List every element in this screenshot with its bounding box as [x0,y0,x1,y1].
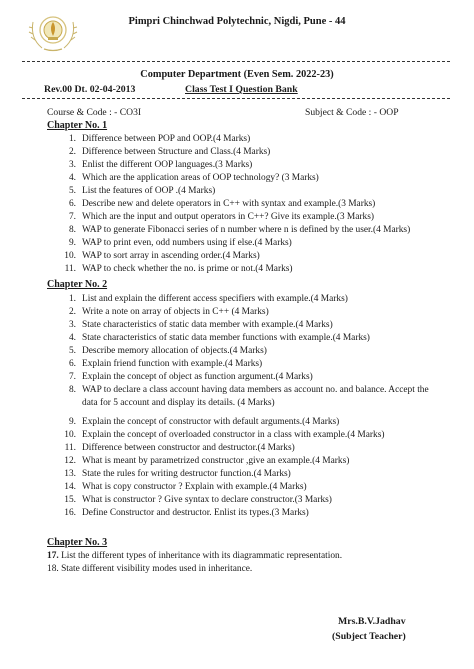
question-item: 6. Explain friend function with example.(4 Marks) [68,359,263,369]
question-item: 5. List the features of OOP .(4 Marks) [68,186,216,196]
question-item: 18. State different visibility modes used in inheritance. [47,564,253,574]
question-item: 1. Difference between POP and OOP.(4 Marks) [68,134,251,144]
question-item: 12. What is meant by parametrized constructor ,give an example.(4 Marks) [64,456,350,466]
question-item: 10. WAP to sort array in ascending order.(4 Marks) [64,251,260,261]
question-item: 9. WAP to print even, odd numbers using if else.(4 Marks) [68,238,292,248]
question-item: 14. What is copy constructor ? Explain with example.(4 Marks) [64,482,307,492]
question-item: 3. Enlist the different OOP languages.(3 Marks) [68,160,253,170]
revision-date: Rev.00 Dt. 02-04-2013 [44,84,136,95]
department-title: Computer Department (Even Sem. 2022-23) [140,69,334,80]
question-item: 9. Explain the concept of constructor with default arguments.(4 Marks) [68,417,340,427]
question-item: 10. Explain the concept of overloaded constructor in a class with example.(4 Marks) [64,430,385,440]
question-item: 2. Write a note on array of objects in C++ (4 Marks) [68,307,269,317]
question-item: 7. Explain the concept of object as function argument.(4 Marks) [68,372,313,382]
question-item: 11. Difference between constructor and destructor.(4 Marks) [64,443,295,453]
chapter-heading: Chapter No. 1 [47,120,108,131]
subject-code: Subject & Code : - OOP [305,107,399,118]
question-item: 16. Define Constructor and destructor. Enlist its types.(3 Marks) [64,508,309,518]
document-title: Class Test I Question Bank [185,84,298,95]
question-item: 11. WAP to check whether the no. is prime or not.(4 Marks) [64,264,293,274]
question-item: 1. List and explain the different access specifiers with example.(4 Marks) [68,294,348,304]
course-code: Course & Code : - CO3I [47,107,142,118]
chapter-heading: Chapter No. 3 [47,537,108,548]
question-item: 4. State characteristics of static data member functions with example.(4 Marks) [68,333,370,343]
dashed-divider [22,61,450,62]
question-item: 5. Describe memory allocation of objects.(4 Marks) [68,346,267,356]
question-item: 7. Which are the input and output operators in C++? Give its example.(3 Marks) [68,212,375,222]
question-item: 6. Describe new and delete operators in C++ with syntax and example.(3 Marks) [68,199,376,209]
college-seal-icon [24,4,82,54]
institute-name: Pimpri Chinchwad Polytechnic, Nigdi, Pune - 44 [128,16,346,27]
question-item: 8. WAP to generate Fibonacci series of n number where n is defined by the user.(4 Marks) [68,225,411,235]
teacher-role: (Subject Teacher) [332,631,406,642]
question-item: 4. Which are the application areas of OOP technology? (3 Marks) [68,173,319,183]
question-item: 17. List the different types of inheritance with its diagrammatic representation. [47,551,343,561]
question-item: 13. State the rules for writing destructor function.(4 Marks) [64,469,291,479]
question-item: 2. Difference between Structure and Class.(4 Marks) [68,147,271,157]
question-item: 8. WAP to declare a class account having data members as account no. and balance. Accept the data for 5 account and display its details. (4 Marks) [68,385,429,408]
dashed-divider [22,98,450,99]
question-item: 3. State characteristics of static data member with example.(4 Marks) [68,320,333,330]
question-item: 15. What is constructor ? Give syntax to declare constructor.(3 Marks) [64,495,332,505]
chapter-heading: Chapter No. 2 [47,279,108,290]
teacher-name: Mrs.B.V.Jadhav [338,616,406,627]
